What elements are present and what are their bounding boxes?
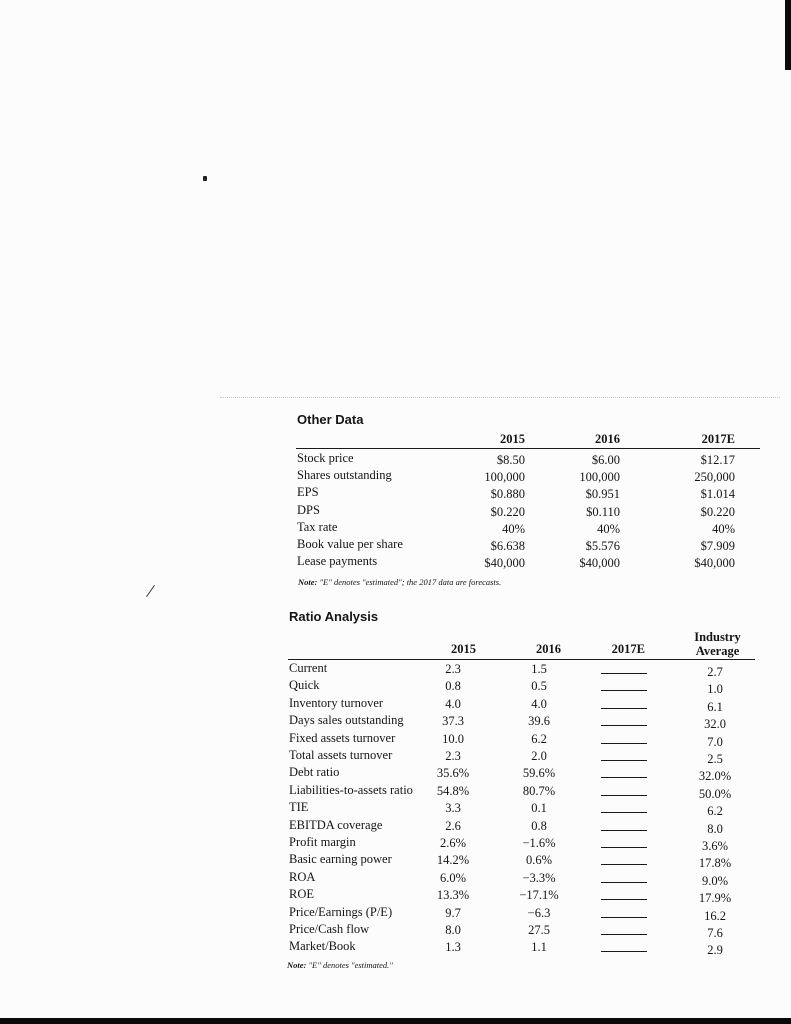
other-data-cell: 40% <box>502 521 525 536</box>
ratio-cell-2016: 1.1 <box>531 940 547 955</box>
ratio-blank-2017e <box>601 777 647 778</box>
other-data-cell: $7.909 <box>700 539 735 553</box>
ratio-cell-industry: 2.9 <box>707 943 723 958</box>
ratio-cell-2016: −6.3 <box>527 905 551 920</box>
ratio-row-label: ROA <box>289 869 316 884</box>
ratio-blank-2017e <box>601 864 647 865</box>
other-data-cell: 100,000 <box>484 470 525 485</box>
ratio-row-label: Price/Cash flow <box>289 922 370 936</box>
ratio-cell-2016: 2.0 <box>531 749 547 763</box>
ratio-cell-2016: 0.8 <box>531 818 547 833</box>
ratio-cell-2015: 37.3 <box>442 714 464 729</box>
scan-edge-bottom <box>0 1018 791 1024</box>
ratio-row-label: Price/Earnings (P/E) <box>289 904 393 919</box>
ratio-note-text: "E" denotes "estimated." <box>308 960 393 970</box>
ratio-cell-2016: 0.6% <box>525 853 553 868</box>
ratio-col-industry-line2: Average <box>695 644 740 658</box>
other-data-cell: $40,000 <box>694 556 735 571</box>
other-data-row-label: Lease payments <box>297 554 378 569</box>
ratio-row-label: ROE <box>289 887 314 902</box>
ratio-note-prefix: Note: <box>287 960 307 970</box>
ratio-cell-industry: 32.0% <box>698 769 732 784</box>
other-data-cell: $1.014 <box>700 487 735 502</box>
ratio-cell-2015: 6.0% <box>439 870 467 885</box>
other-data-title: Other Data <box>297 412 364 427</box>
ratio-cell-2015: 13.3% <box>436 888 470 903</box>
other-data-cell: $40,000 <box>484 556 525 571</box>
ratio-cell-2016: −1.6% <box>522 836 556 850</box>
ratio-row-label: Days sales outstanding <box>289 713 404 728</box>
ratio-cell-2016: −3.3% <box>522 870 556 885</box>
scan-speck <box>203 176 207 181</box>
ratio-blank-2017e <box>601 725 647 726</box>
other-data-cell: $5.576 <box>585 539 620 553</box>
ratio-cell-industry: 6.2 <box>707 804 723 819</box>
other-data-cell: 100,000 <box>579 470 620 485</box>
ratio-cell-2015: 9.7 <box>445 905 461 920</box>
other-data-row-label: EPS <box>297 485 319 500</box>
ratio-cell-industry: 17.8% <box>698 856 732 871</box>
ratio-cell-2016: 39.6 <box>528 714 550 729</box>
ratio-cell-industry: 3.6% <box>701 839 729 853</box>
ratio-cell-2015: 1.3 <box>445 940 461 955</box>
ratio-cell-2016: 27.5 <box>528 923 550 937</box>
ratio-blank-2017e <box>601 708 647 709</box>
ratio-cell-industry: 2.7 <box>707 665 723 679</box>
other-data-note-text: "E" denotes "estimated"; the 2017 data are forecasts. <box>319 577 502 587</box>
ratio-blank-2017e <box>601 795 647 796</box>
ratio-blank-2017e <box>601 934 647 935</box>
ratio-cell-industry: 16.2 <box>704 908 726 923</box>
ratio-cell-industry: 2.5 <box>707 752 723 766</box>
scan-artifact-line <box>220 397 780 399</box>
ratio-cell-2015: 0.8 <box>445 679 461 694</box>
ratio-row-label: Basic earning power <box>289 852 392 867</box>
ratio-cell-2015: 4.0 <box>445 696 461 711</box>
ratio-row-label: Inventory turnover <box>289 695 384 710</box>
other-data-note-prefix: Note: <box>298 577 318 587</box>
ratio-blank-2017e <box>601 830 647 831</box>
ratio-analysis-title: Ratio Analysis <box>289 609 379 624</box>
other-data-col-2016: 2016 <box>595 432 620 446</box>
ratio-blank-2017e <box>601 951 647 952</box>
ratio-blank-2017e <box>601 917 647 918</box>
ratio-cell-2015: 35.6% <box>436 766 470 781</box>
other-data-row-label: Shares outstanding <box>297 468 392 483</box>
ratio-cell-2015: 8.0 <box>445 923 461 937</box>
ratio-cell-industry: 7.6 <box>707 926 723 940</box>
ratio-row-label: Profit margin <box>289 835 356 849</box>
other-data-row-label: Tax rate <box>297 519 338 534</box>
other-data-cell: $0.220 <box>490 504 525 519</box>
ratio-row-label: Market/Book <box>289 939 356 954</box>
ratio-cell-2015: 2.6 <box>445 818 461 833</box>
ratio-cell-industry: 17.9% <box>698 891 732 906</box>
ratio-row-label: Quick <box>289 678 320 693</box>
other-data-header-rule <box>296 448 760 449</box>
other-data-cell: 40% <box>712 521 735 536</box>
ratio-blank-2017e <box>601 882 647 883</box>
ratio-note <box>287 960 393 970</box>
ratio-cell-2016: 0.5 <box>531 679 547 694</box>
other-data-row-label: DPS <box>297 502 320 517</box>
ratio-cell-2016: 1.5 <box>531 662 547 676</box>
ratio-row-label: Liabilities-to-assets ratio <box>289 782 413 797</box>
other-data-cell: $40,000 <box>579 556 620 571</box>
ratio-cell-2016: 6.2 <box>531 731 547 746</box>
ratio-blank-2017e <box>601 760 647 761</box>
ratio-cell-industry: 8.0 <box>707 821 723 836</box>
ratio-cell-2015: 2.6% <box>439 836 467 850</box>
other-data-row-label: Stock price <box>297 451 354 465</box>
ratio-cell-2015: 14.2% <box>436 853 470 868</box>
other-data-cell: $0.951 <box>585 487 620 502</box>
ratio-row-label: Debt ratio <box>289 765 340 780</box>
pen-mark <box>146 585 155 597</box>
other-data-cell: $0.880 <box>490 487 525 502</box>
ratio-cell-industry: 1.0 <box>707 682 723 697</box>
ratio-cell-2015: 3.3 <box>445 801 461 816</box>
ratio-cell-2016: 0.1 <box>531 801 547 816</box>
ratio-cell-2016: 80.7% <box>522 783 556 798</box>
ratio-cell-industry: 50.0% <box>698 786 732 801</box>
ratio-row-label: Fixed assets turnover <box>289 730 396 745</box>
ratio-row-label: Current <box>289 661 328 675</box>
ratio-cell-industry: 32.0 <box>704 717 726 732</box>
ratio-cell-2015: 54.8% <box>436 783 470 798</box>
other-data-col-2017e: 2017E <box>701 432 735 446</box>
ratio-cell-2015: 2.3 <box>445 749 461 763</box>
other-data-col-2015: 2015 <box>500 432 525 446</box>
ratio-blank-2017e <box>601 812 647 813</box>
other-data-cell: $6.638 <box>490 539 525 553</box>
ratio-cell-industry: 6.1 <box>707 699 723 714</box>
ratio-blank-2017e <box>601 847 647 848</box>
ratio-blank-2017e <box>601 899 647 900</box>
other-data-cell: 250,000 <box>694 470 735 485</box>
other-data-note <box>298 577 501 587</box>
ratio-blank-2017e <box>601 743 647 744</box>
ratio-col-2017e: 2017E <box>611 642 645 656</box>
ratio-blank-2017e <box>601 673 647 674</box>
ratio-cell-2016: −17.1% <box>519 888 559 903</box>
other-data-row-label: Book value per share <box>297 537 403 551</box>
ratio-row-label: EBITDA coverage <box>289 817 383 832</box>
ratio-col-2016: 2016 <box>536 642 561 656</box>
other-data-cell: $8.50 <box>496 453 525 467</box>
ratio-row-label: Total assets turnover <box>289 748 393 762</box>
ratio-cell-2016: 59.6% <box>522 766 556 781</box>
ratio-cell-industry: 9.0% <box>701 873 729 888</box>
ratio-header-rule <box>288 659 755 660</box>
ratio-row-label: TIE <box>289 800 309 815</box>
ratio-blank-2017e <box>601 690 647 691</box>
ratio-cell-2016: 4.0 <box>531 696 547 711</box>
other-data-cell: $0.220 <box>700 504 735 519</box>
ratio-cell-2015: 10.0 <box>442 731 464 746</box>
other-data-cell: $0.110 <box>586 504 620 519</box>
other-data-cell: $6.00 <box>591 453 620 467</box>
scan-edge-right <box>785 0 791 70</box>
ratio-col-industry-line1: Industry <box>694 630 741 644</box>
other-data-cell: $12.17 <box>700 453 735 467</box>
ratio-cell-2015: 2.3 <box>445 662 461 676</box>
ratio-col-2015: 2015 <box>451 642 476 656</box>
other-data-cell: 40% <box>597 521 620 536</box>
ratio-cell-industry: 7.0 <box>707 734 723 749</box>
